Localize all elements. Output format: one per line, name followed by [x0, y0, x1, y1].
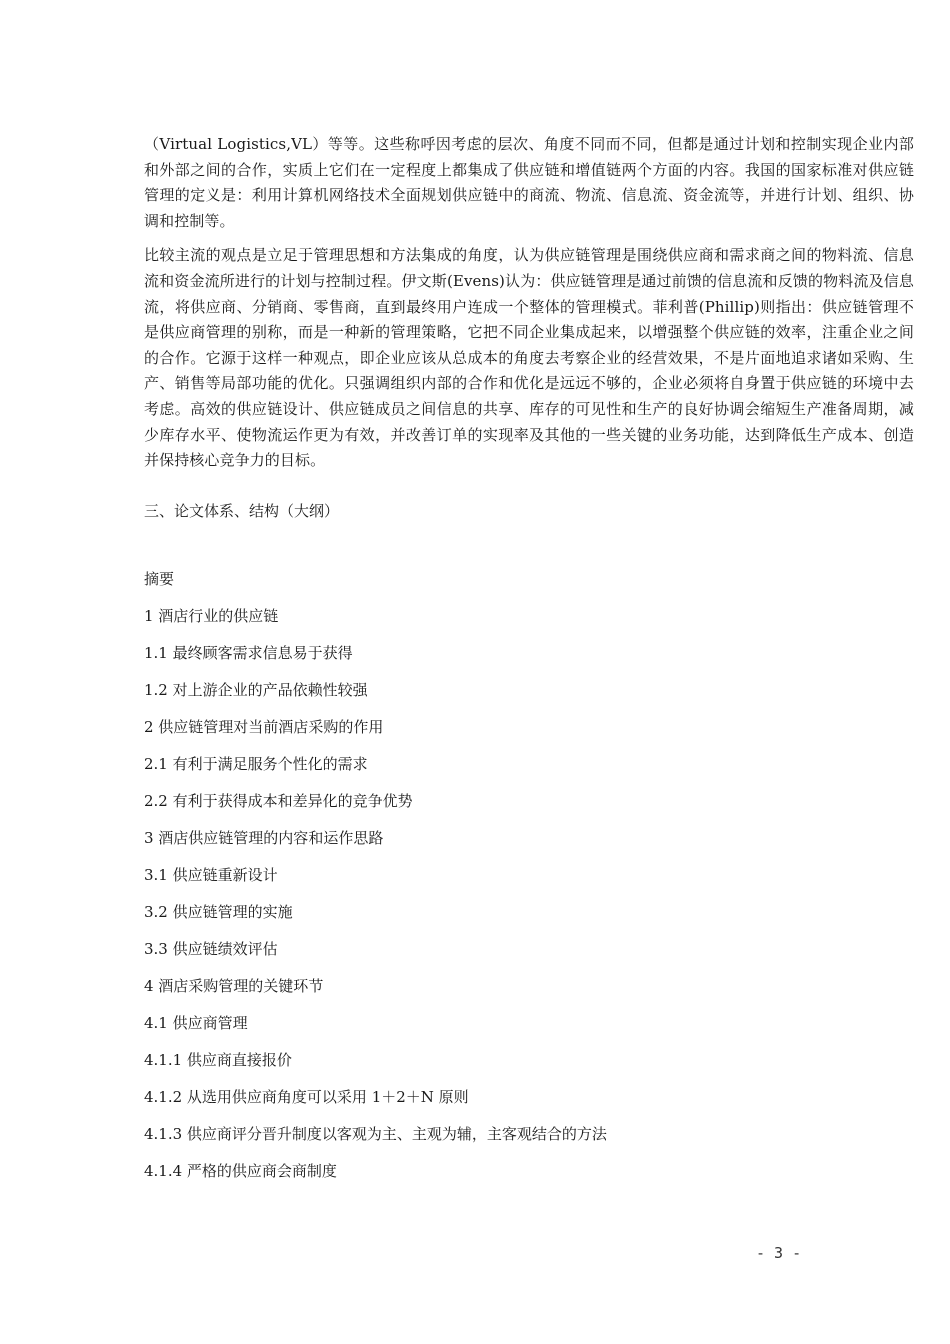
- outline-item-4-1-1: 4.1.1 供应商直接报价: [144, 1050, 292, 1069]
- body-paragraph-2: 比较主流的观点是立足于管理思想和方法集成的角度，认为供应链管理是围绕供应商和需求商之间的物料流、信息流和资金流所进行的计划与控制过程。伊文斯(Evens)认为：供应链管理是通过前馈的信息流和反馈的物料流及信息流，将供应商、分销商、零售商，直到最终用户连成一个整体的管理模式。菲利普(Phillip)则指出：供应链管理不是供应商管理的别称，而是一种新的管理策略，它把不同企业集成起来，以增强整个供应链的效率，注重企业之间的合作。它源于这样一种观点，即企业应该从总成本的角度去考察企业的经营效果，不是片面地追求诸如采购、生产、销售等局部功能的优化。只强调组织内部的合作和优化是远远不够的，企业必须将自身置于供应链的环境中去考虑。高效的供应链设计、供应链成员之间信息的共享、库存的可见性和生产的良好协调会缩短生产准备周期，减少库存水平、使物流运作更为有效，并改善订单的实现率及其他的一些关键的业务功能，达到降低生产成本、创造并保持核心竞争力的目标。: [144, 246, 914, 470]
- outline-item-1-2: 1.2 对上游企业的产品依赖性较强: [144, 680, 368, 699]
- outline-list: [144, 567, 914, 1196]
- outline-item-4: 4 酒店采购管理的关键环节: [144, 976, 324, 995]
- outline-item-2-1: 2.1 有利于满足服务个性化的需求: [144, 754, 368, 773]
- outline-item-4-1-2: 4.1.2 从选用供应商角度可以采用 1＋2＋N 原则: [144, 1087, 469, 1106]
- body-paragraph-1: （Virtual Logistics,VL）等等。这些称呼因考虑的层次、角度不同而不同，但都是通过计划和控制实现企业内部和外部之间的合作，实质上它们在一定程度上都集成了供应链和增值链两个方面的内容。我国的国家标准对供应链管理的定义是：利用计算机网络技术全面规划供应链中的商流、物流、信息流、资金流等，并进行计划、组织、协调和控制等。: [144, 135, 914, 230]
- outline-item-1-1: 1.1 最终顾客需求信息易于获得: [144, 643, 353, 662]
- outline-item-2-2: 2.2 有利于获得成本和差异化的竞争优势: [144, 791, 413, 810]
- page-content: [144, 132, 914, 1196]
- outline-item-1: 1 酒店行业的供应链: [144, 606, 279, 625]
- page-number: - 3 -: [756, 1244, 802, 1262]
- outline-item-4-1: 4.1 供应商管理: [144, 1013, 248, 1032]
- outline-item-2: 2 供应链管理对当前酒店采购的作用: [144, 717, 384, 736]
- section-heading: 三、论文体系、结构（大纲）: [144, 501, 340, 520]
- outline-item-abstract: 摘要: [144, 569, 175, 588]
- outline-item-4-1-3: 4.1.3 供应商评分晋升制度以客观为主、主观为辅，主客观结合的方法: [144, 1124, 607, 1143]
- outline-item-4-1-4: 4.1.4 严格的供应商会商制度: [144, 1161, 337, 1180]
- outline-item-3-1: 3.1 供应链重新设计: [144, 865, 278, 884]
- outline-item-3-3: 3.3 供应链绩效评估: [144, 939, 278, 958]
- outline-item-3-2: 3.2 供应链管理的实施: [144, 902, 293, 921]
- outline-item-3: 3 酒店供应链管理的内容和运作思路: [144, 828, 384, 847]
